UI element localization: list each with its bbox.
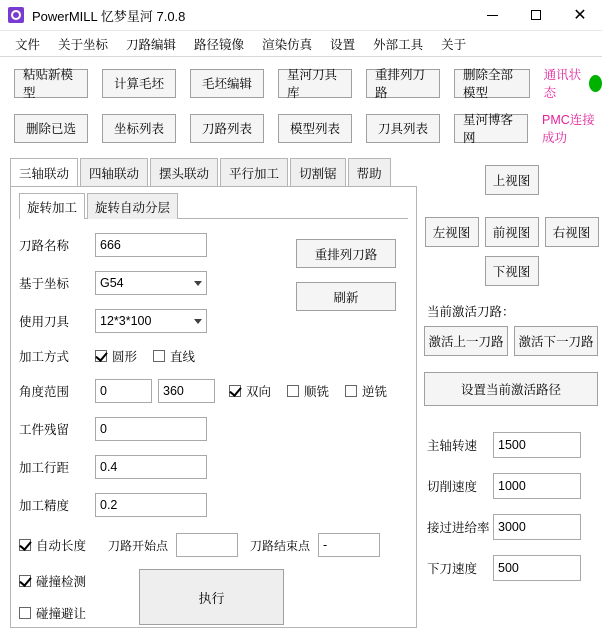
angle-to-input[interactable] — [158, 379, 215, 403]
menu-item-path-mirror[interactable]: 路径镜像 — [194, 37, 245, 52]
collision-check-label: 碰撞检测 — [36, 575, 87, 589]
row-step-over — [19, 455, 408, 479]
angle-from-input[interactable] — [95, 379, 152, 403]
cutting-speed-input[interactable] — [493, 473, 581, 499]
model-list-button[interactable]: 模型列表 — [278, 114, 352, 143]
menu-bar — [0, 31, 602, 57]
coordinate-select-value: G54 — [100, 276, 124, 290]
checkbox-box — [19, 539, 31, 551]
row-cutting-speed — [421, 473, 602, 499]
minimize-button[interactable] — [470, 0, 514, 30]
subtab-rotary-machining[interactable]: 旋转加工 — [19, 193, 85, 219]
toolpath-name-label: 刀路名称 — [19, 239, 70, 253]
main-tab-strip — [10, 157, 417, 186]
delete-selected-button[interactable]: 删除已选 — [14, 114, 88, 143]
tool-select-value: 12*3*100 — [100, 314, 152, 328]
menu-item-toolpath-edit[interactable]: 刀路编辑 — [126, 37, 177, 52]
panel-action-buttons — [296, 239, 396, 311]
path-end-input[interactable] — [318, 533, 380, 557]
blog-site-button[interactable]: 星河博客网 — [454, 114, 528, 143]
tab-swing-head[interactable]: 摆头联动 — [150, 158, 218, 186]
chevron-down-icon — [194, 319, 202, 324]
tab-parallel-machining[interactable]: 平行加工 — [220, 158, 288, 186]
pmc-connection-label: PMC连接成功 — [542, 113, 595, 145]
powermill-logo-icon — [8, 7, 24, 23]
row-machining-mode — [19, 347, 408, 365]
tolerance-input[interactable] — [95, 493, 207, 517]
menu-item-coordinate[interactable]: 关于坐标 — [58, 37, 109, 52]
delete-all-models-button[interactable]: 删除全部模型 — [454, 69, 530, 98]
active-toolpath-nav — [421, 326, 602, 356]
close-button[interactable]: ✕ — [573, 7, 587, 24]
auto-length-label: 自动长度 — [36, 539, 87, 553]
row-plunge-speed — [421, 555, 602, 581]
title-bar — [0, 0, 602, 31]
coordinate-label: 基于坐标 — [19, 277, 70, 291]
tool-library-button[interactable]: 星河刀具库 — [278, 69, 352, 98]
checkbox-box — [153, 350, 165, 362]
tab-three-axis[interactable]: 三轴联动 — [10, 158, 78, 187]
content-area — [0, 155, 602, 628]
refresh-button[interactable]: 刷新 — [296, 282, 396, 311]
tool-select[interactable] — [95, 309, 207, 333]
menu-item-about[interactable]: 关于 — [441, 37, 467, 52]
chevron-down-icon — [194, 281, 202, 286]
row-tool — [19, 309, 408, 333]
right-panel — [417, 155, 602, 628]
reorder-toolpath-panel-button[interactable]: 重排列刀路 — [296, 239, 396, 268]
row-tolerance — [19, 493, 408, 517]
tab-four-axis[interactable]: 四轴联动 — [80, 158, 148, 186]
conventional-mill-label: 逆铣 — [362, 385, 388, 399]
reorder-toolpath-button[interactable]: 重排列刀路 — [366, 69, 440, 98]
coordinate-select[interactable] — [95, 271, 207, 295]
stock-remain-label: 工件残留 — [19, 423, 70, 437]
edit-stock-button[interactable]: 毛坯编辑 — [190, 69, 264, 98]
bidirectional-label: 双向 — [246, 385, 272, 399]
conventional-mill-checkbox[interactable] — [345, 382, 387, 400]
right-view-button[interactable]: 右视图 — [545, 217, 599, 247]
tab-cutting-saw[interactable]: 切割锯 — [290, 158, 346, 186]
toolpath-name-input[interactable] — [95, 233, 207, 257]
set-active-path-button[interactable]: 设置当前激活路径 — [424, 372, 598, 406]
row-spindle-speed — [421, 432, 602, 458]
active-toolpath-label: 当前激活刀路： — [427, 305, 515, 319]
toolpath-list-button[interactable]: 刀路列表 — [190, 114, 264, 143]
checkbox-box — [19, 575, 31, 587]
paste-new-model-button[interactable]: 粘贴新模型 — [14, 69, 88, 98]
bottom-view-button[interactable]: 下视图 — [485, 256, 539, 286]
step-over-label: 加工行距 — [19, 461, 70, 475]
comm-status-indicator — [589, 75, 602, 92]
checkbox-box — [229, 385, 241, 397]
speed-fields — [421, 432, 602, 581]
climb-mill-checkbox[interactable] — [287, 382, 329, 400]
angle-range-label: 角度范围 — [19, 385, 70, 399]
path-end-label: 刀路结束点 — [250, 538, 311, 553]
climb-mill-label: 顺铣 — [304, 385, 330, 399]
mode-circle-label: 圆形 — [112, 350, 138, 364]
bottom-options — [19, 531, 408, 625]
bidirectional-checkbox[interactable] — [229, 382, 271, 400]
top-view-button[interactable]: 上视图 — [485, 165, 539, 195]
mode-line-label: 直线 — [170, 350, 196, 364]
toolbar — [0, 57, 602, 146]
collision-check-checkbox[interactable] — [19, 572, 123, 590]
view-buttons — [421, 165, 602, 286]
three-axis-panel — [10, 186, 417, 628]
window-title: PowerMILL 忆梦星河 7.0.8 — [32, 8, 186, 24]
comm-status-label: 通讯状态 — [543, 68, 582, 100]
menu-item-settings[interactable]: 设置 — [330, 37, 356, 52]
left-panel — [0, 155, 417, 628]
toolbar-row-2 — [0, 110, 602, 146]
tolerance-label: 加工精度 — [19, 499, 70, 513]
stock-remain-input[interactable] — [95, 417, 207, 441]
menu-item-external-tools[interactable]: 外部工具 — [373, 37, 424, 52]
calc-stock-button[interactable]: 计算毛坯 — [102, 69, 176, 98]
maximize-button[interactable] — [514, 0, 558, 30]
mode-line-checkbox[interactable] — [153, 347, 195, 365]
checkbox-box — [287, 385, 299, 397]
menu-item-file[interactable]: 文件 — [15, 37, 41, 52]
auto-length-checkbox[interactable] — [19, 536, 86, 554]
front-view-button[interactable]: 前视图 — [485, 217, 539, 247]
rapid-feed-label: 接过进给率 — [427, 521, 490, 535]
coordinate-list-button[interactable]: 坐标列表 — [102, 114, 176, 143]
tool-label: 使用刀具 — [19, 315, 70, 329]
machining-mode-label: 加工方式 — [19, 350, 70, 364]
row-auto-length — [19, 533, 408, 557]
spindle-speed-input[interactable] — [493, 432, 581, 458]
row-collision-and-exec — [19, 569, 408, 625]
left-view-button[interactable]: 左视图 — [425, 217, 479, 247]
set-active-path-wrap — [421, 372, 602, 406]
tool-list-button[interactable]: 刀具列表 — [366, 114, 440, 143]
rapid-feed-input[interactable] — [493, 514, 581, 540]
sub-tab-strip — [19, 193, 408, 219]
collision-avoid-checkbox[interactable] — [19, 604, 123, 622]
menu-item-render-sim[interactable]: 渲染仿真 — [262, 37, 313, 52]
collision-avoid-label: 碰撞避让 — [36, 607, 87, 621]
plunge-speed-input[interactable] — [493, 555, 581, 581]
checkbox-box — [95, 350, 107, 362]
toolbar-row-1 — [0, 65, 602, 101]
step-over-input[interactable] — [95, 455, 207, 479]
window-controls — [470, 0, 602, 30]
plunge-speed-label: 下刀速度 — [427, 562, 478, 576]
execute-button[interactable]: 执行 — [139, 569, 284, 625]
prev-toolpath-button[interactable]: 激活上一刀路 — [424, 326, 508, 356]
subtab-rotary-auto-layer[interactable]: 旋转自动分层 — [87, 193, 178, 219]
spindle-speed-label: 主轴转速 — [427, 439, 478, 453]
row-angle-range — [19, 379, 408, 403]
path-start-input[interactable] — [176, 533, 238, 557]
next-toolpath-button[interactable]: 激活下一刀路 — [514, 326, 598, 356]
checkbox-box — [19, 607, 31, 619]
checkbox-box — [345, 385, 357, 397]
cutting-speed-label: 切削速度 — [427, 480, 478, 494]
row-rapid-feed — [421, 514, 602, 540]
path-start-label: 刀路开始点 — [108, 538, 169, 553]
tab-help[interactable]: 帮助 — [348, 158, 391, 186]
mode-circle-checkbox[interactable] — [95, 347, 137, 365]
row-stock-remain — [19, 417, 408, 441]
